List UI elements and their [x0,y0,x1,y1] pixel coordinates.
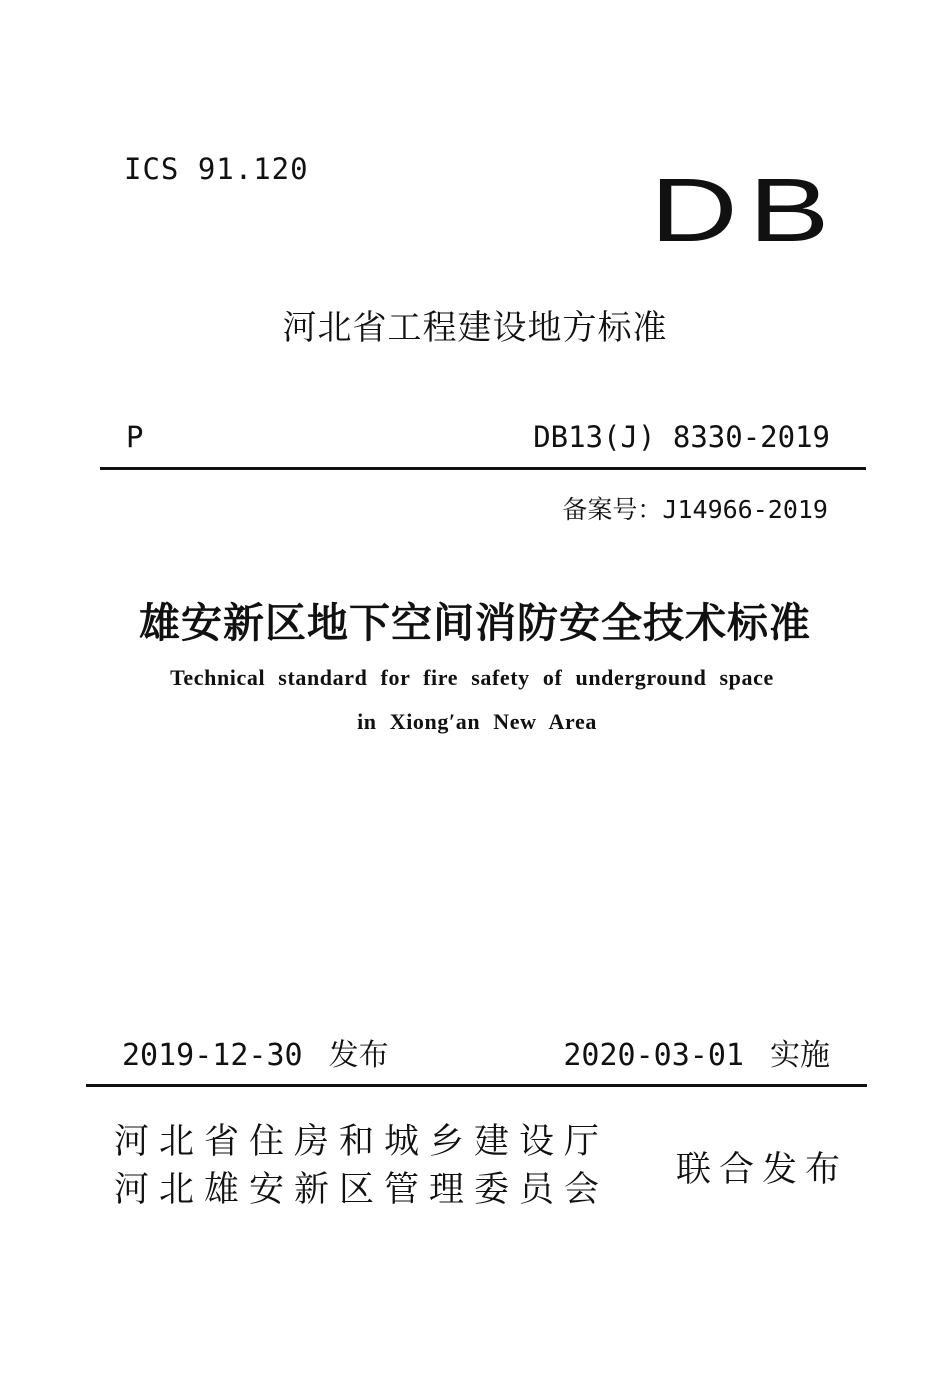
record-value: J14966-2019 [662,495,828,524]
effective-label: 实施 [770,1038,830,1073]
document-title-english-line1: Technical standard for fire safety of underground space [170,665,774,690]
standard-category: P [126,420,144,454]
issue-date-block [122,1030,389,1074]
effective-date: 2020-03-01 [563,1038,744,1073]
db-mark: DB [650,161,841,261]
record-number [562,490,828,526]
effective-date-block [563,1030,830,1074]
record-label: 备案号： [562,495,663,524]
issuer-line-1: 河北省住房和城乡建设厅 [114,1122,610,1162]
issue-label: 发布 [328,1038,389,1073]
top-divider [100,467,866,470]
issuers [114,1118,609,1214]
bottom-divider [86,1084,867,1087]
document-title-english-line2: in Xiong′an New Area [357,709,597,734]
ics-code: ICS 91.120 [124,152,309,186]
standard-type: 河北省工程建设地方标准 [282,308,668,348]
document-title-chinese: 雄安新区地下空间消防安全技术标准 [139,599,811,647]
standard-number: DB13(J) 8330-2019 [533,420,830,454]
issuer-line-2: 河北雄安新区管理委员会 [114,1170,610,1210]
issue-date: 2019-12-30 [122,1038,303,1073]
joint-issue-label: 联合发布 [676,1150,849,1190]
